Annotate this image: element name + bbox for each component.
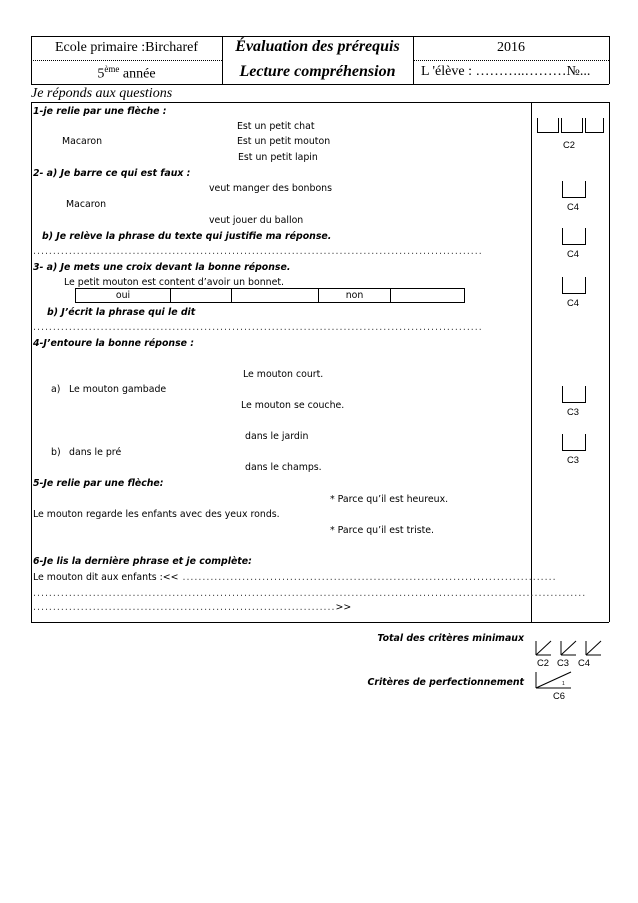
q2-option-1: veut manger des bonbons: [209, 183, 333, 194]
total-criterion-2: C3: [557, 657, 569, 668]
q6-answer-line-2[interactable]: ...........................................................................................................................................: [33, 588, 587, 599]
q2a-score-boxes[interactable]: [562, 181, 586, 198]
class-word: année: [122, 66, 156, 82]
q1-criterion: C2: [563, 139, 575, 150]
q4a-option-1: Le mouton court.: [243, 369, 324, 380]
total-criterion-1: C2: [537, 657, 549, 668]
q2b-criterion: C4: [567, 248, 579, 259]
perfection-criterion: C6: [553, 690, 565, 701]
document-subtitle: Lecture compréhension: [239, 63, 396, 80]
q6-closing: >>: [335, 602, 352, 613]
q4a-score-boxes[interactable]: [562, 386, 586, 403]
total-criterion-3: C4: [578, 657, 590, 668]
q3b-answer-line[interactable]: .................................................................................................................: [33, 322, 483, 333]
q5-option-2: * Parce qu’il est triste.: [330, 525, 435, 536]
q1-subject: Macaron: [62, 136, 103, 147]
class-level: [31, 64, 222, 83]
q3b-title: b) J’écrit la phrase qui le dit: [47, 307, 196, 318]
q1-title: 1-je relie par une flèche :: [33, 106, 167, 117]
q4b-criterion: C3: [567, 454, 579, 465]
q3-no-label: non: [345, 290, 364, 301]
q4a-label: a): [51, 384, 61, 395]
q2-title: 2- a) Je barre ce qui est faux :: [33, 168, 191, 179]
q1-option-2: Est un petit mouton: [237, 136, 331, 147]
q6-title: 6-Je lis la dernière phrase et je complète:: [33, 556, 252, 567]
frame-left: [31, 102, 32, 622]
student-number: №...: [566, 64, 591, 79]
perfection-criteria-mark[interactable]: [535, 670, 575, 690]
total-criteria-marks[interactable]: [535, 639, 605, 657]
perfection-mark-value: 1: [562, 681, 565, 687]
year: 2016: [497, 40, 525, 55]
q2b-answer-line[interactable]: .................................................................................................................: [33, 246, 483, 257]
q3-statement: Le petit mouton est content d’avoir un bonnet.: [64, 277, 285, 288]
school-name: Ecole primaire :Bircharef: [54, 40, 199, 55]
q6-answer-line-3[interactable]: ............................................................................>>: [33, 602, 352, 613]
frame-divider: [531, 102, 532, 622]
q1-option-3: Est un petit lapin: [238, 152, 318, 163]
q4-title: 4-J’entoure la bonne réponse :: [33, 338, 195, 349]
q3-criterion: C4: [567, 297, 579, 308]
q2-subject: Macaron: [66, 199, 107, 210]
q5-title: 5-Je relie par une flèche:: [33, 478, 164, 489]
q4a-criterion: C3: [567, 406, 579, 417]
q5-option-1: * Parce qu’il est heureux.: [330, 494, 449, 505]
q2b-score-boxes[interactable]: [562, 228, 586, 245]
q6-answer-line-1[interactable]: Le mouton dit aux enfants :<< ..............................................................................................: [33, 572, 557, 583]
document-title: Évaluation des prérequis: [235, 38, 400, 55]
q3-score-boxes[interactable]: [562, 277, 586, 294]
q2-option-2: veut jouer du ballon: [209, 215, 304, 226]
q4a-option-2: Le mouton se couche.: [241, 400, 345, 411]
q4b-text: dans le pré: [69, 447, 122, 458]
frame-right: [609, 102, 610, 622]
q4b-option-2: dans le champs.: [245, 462, 322, 473]
total-criteria-label: Total des critères minimaux: [377, 633, 524, 644]
q4b-score-boxes[interactable]: [562, 434, 586, 451]
q4b-label: b): [51, 447, 61, 458]
class-superscript: ème: [104, 64, 120, 74]
perfection-criteria-label: Critères de perfectionnement: [367, 677, 524, 688]
class-number: 5: [97, 66, 105, 82]
section-title: Je réponds aux questions: [31, 86, 173, 101]
q4b-option-1: dans le jardin: [245, 431, 309, 442]
q5-sentence: Le mouton regarde les enfants avec des yeux ronds.: [33, 509, 280, 520]
q3-no-box[interactable]: [391, 289, 464, 302]
frame-bottom: [31, 622, 609, 623]
q3-yes-box[interactable]: [171, 289, 231, 302]
student-label: L 'élève : ………..………: [421, 64, 567, 79]
student-name-field[interactable]: [421, 64, 607, 80]
section-rule: [31, 102, 609, 103]
q2b-title: b) Je relève la phrase du texte qui justifie ma réponse.: [42, 231, 332, 242]
q1-option-1: Est un petit chat: [237, 121, 315, 132]
q4a-text: Le mouton gambade: [69, 384, 167, 395]
q3-yes-label: oui: [115, 290, 131, 301]
q2a-criterion: C4: [567, 201, 579, 212]
q3-title: 3- a) Je mets une croix devant la bonne réponse.: [33, 262, 291, 273]
q6-prompt: Le mouton dit aux enfants :<<: [33, 572, 179, 583]
